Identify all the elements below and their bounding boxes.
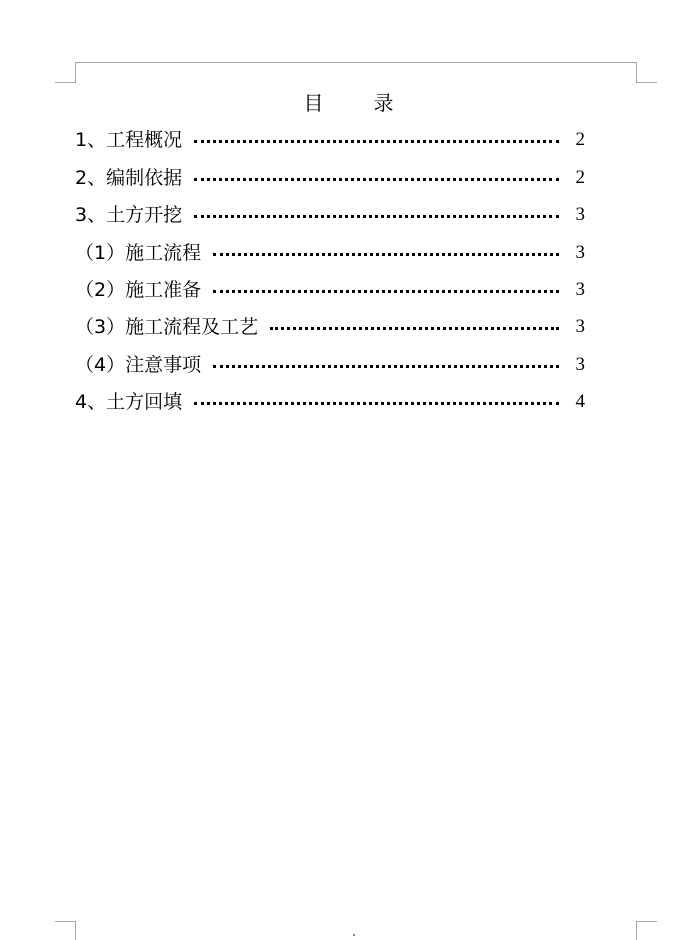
toc-entry-page: 2: [575, 167, 585, 188]
toc-entry-page: 3: [575, 242, 585, 263]
toc-dot-leader: [213, 290, 559, 293]
toc-sub-entry[interactable]: [75, 276, 585, 304]
toc-entry[interactable]: [75, 126, 585, 154]
toc-sub-entry[interactable]: [75, 313, 585, 341]
toc-entry-label: 1、工程概况: [75, 129, 183, 151]
crop-mark-bottom-right: [637, 921, 657, 922]
toc-entry-label: （1）施工流程: [75, 242, 202, 264]
toc-title-part-2: 录: [373, 91, 394, 115]
toc-dot-leader: [194, 178, 559, 181]
toc-dot-leader: [213, 253, 559, 256]
toc-entry-label: 4、土方回填: [75, 391, 183, 413]
crop-mark-top-right: [637, 82, 657, 83]
toc-entry-label: （2）施工准备: [75, 279, 202, 301]
toc-entry-page: 3: [575, 354, 585, 375]
toc-entry-page: 3: [575, 316, 585, 337]
crop-mark-bottom-left-vertical: [75, 921, 76, 940]
toc-sub-entry[interactable]: [75, 239, 585, 267]
toc-dot-leader: [194, 215, 559, 218]
crop-mark-top-right-vertical: [636, 62, 637, 83]
crop-mark-top-left: [55, 82, 75, 83]
crop-mark-bottom-right-vertical: [636, 921, 637, 940]
crop-mark-bottom-left: [55, 921, 75, 922]
toc-entry-label: （3）施工流程及工艺: [75, 316, 259, 338]
toc-title: [0, 90, 697, 116]
toc-entry-page: 3: [575, 279, 585, 300]
toc-entry-page: 2: [575, 129, 585, 150]
toc-entry-page: 4: [575, 391, 585, 412]
toc-dot-leader: [194, 402, 559, 405]
toc-entry-label: 2、编制依据: [75, 167, 183, 189]
toc-dot-leader: [194, 140, 559, 143]
toc-sub-entry[interactable]: [75, 351, 585, 379]
margin-guide-top: [75, 62, 637, 63]
toc-dot-leader: [213, 365, 559, 368]
toc-entry-label: 3、土方开挖: [75, 204, 183, 226]
toc-entry[interactable]: [75, 388, 585, 416]
footer-mark: [353, 934, 355, 936]
toc-entry[interactable]: [75, 201, 585, 229]
toc-title-part-1: 目: [303, 91, 324, 115]
toc-entry[interactable]: [75, 164, 585, 192]
toc-entry-page: 3: [575, 204, 585, 225]
toc-entry-label: （4）注意事项: [75, 354, 202, 376]
toc-dot-leader: [270, 327, 559, 330]
crop-mark-top-left-vertical: [75, 62, 76, 83]
